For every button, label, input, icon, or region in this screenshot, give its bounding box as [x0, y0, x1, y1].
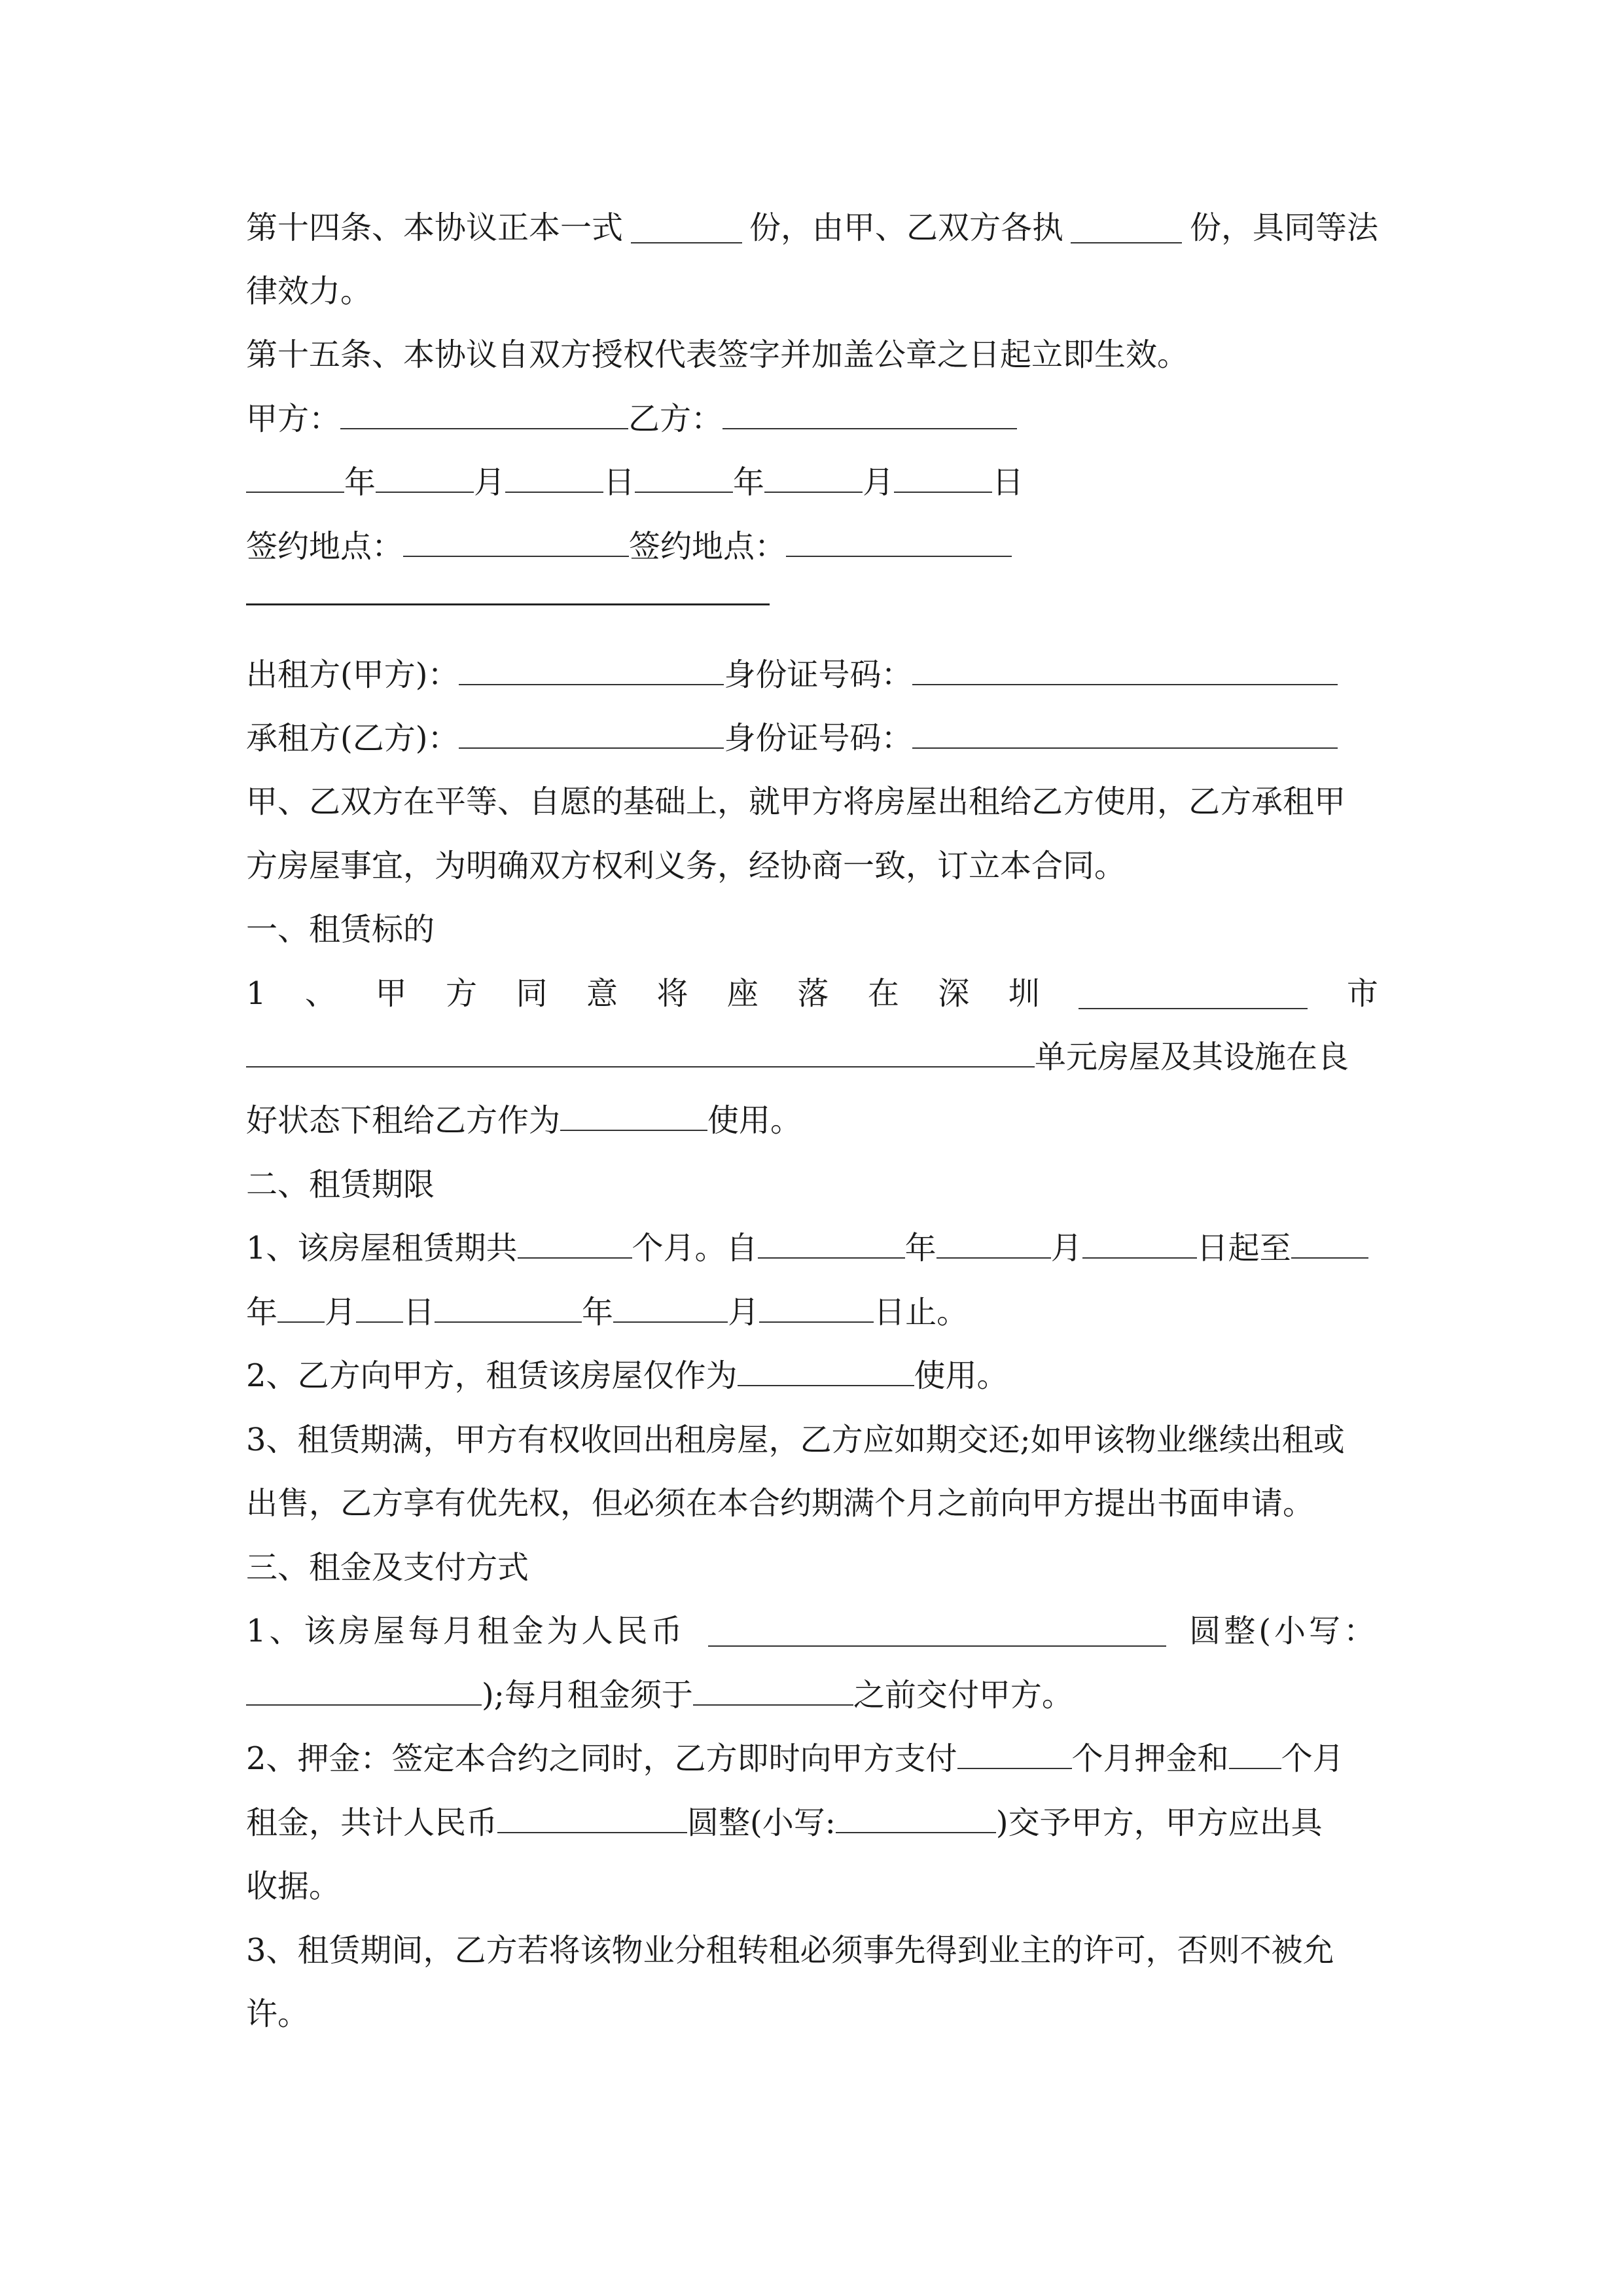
deposit-text-c: 个月 [1281, 1740, 1344, 1777]
date-a-month-blank[interactable] [376, 461, 474, 493]
item-1-char: 落 [797, 975, 829, 1012]
section-divider [246, 603, 770, 605]
rent-line-1 [246, 1605, 1378, 1657]
usage-blank[interactable] [560, 1100, 707, 1131]
end2-month-label: 月 [728, 1294, 760, 1331]
party-b-label: 乙方： [628, 401, 723, 437]
location-a-label: 签约地点： [246, 528, 404, 565]
lessor-name-blank[interactable] [459, 654, 724, 685]
deposit-total-blank[interactable] [497, 1802, 687, 1833]
lessor-id-blank[interactable] [912, 654, 1338, 685]
item-1-char: 1 [246, 975, 266, 1012]
end-day-blank[interactable] [356, 1291, 403, 1323]
copies-each-blank[interactable] [1071, 212, 1182, 243]
sublet-line-2: 许。 [246, 1996, 310, 2032]
item-1-line-1 [246, 967, 1378, 1020]
district-blank[interactable] [1079, 978, 1308, 1009]
term-line-1 [246, 1222, 1378, 1274]
item-1-char: 将 [656, 975, 688, 1012]
lessor-id-label: 身份证号码： [724, 656, 913, 693]
party-a-label: 甲方： [246, 401, 341, 437]
sublet-line-1: 3、租赁期间，乙方若将该物业分租转租必须事先得到业主的许可，否则不被允 [246, 1932, 1334, 1969]
rent-due-text: );每月租金须于 [482, 1677, 693, 1713]
term-line-3 [246, 1350, 1378, 1402]
item-1-char: 在 [867, 975, 899, 1012]
city-label: 市 [1346, 975, 1378, 1012]
address-blank[interactable] [246, 1036, 1035, 1067]
location-a-blank[interactable] [403, 526, 629, 557]
item-1-line-2-text: 单元房屋及其设施在良 [1035, 1039, 1349, 1075]
end2-month-blank[interactable] [613, 1291, 728, 1323]
purpose-suffix: 使用。 [914, 1357, 1008, 1394]
deposit-line-3: 收据。 [246, 1868, 341, 1905]
item-1-char: 圳 [1008, 975, 1040, 1012]
rent-lowercase-blank[interactable] [246, 1674, 482, 1706]
lessee-id-blank[interactable] [912, 717, 1338, 749]
start-day-blank[interactable] [1082, 1227, 1197, 1259]
party-b-blank[interactable] [722, 398, 1017, 429]
deposit-text-suffix: )交予甲方，甲方应出具 [995, 1804, 1323, 1841]
clause-14-line-2: 律效力。 [246, 273, 372, 310]
term-text-a: 1、该房屋租赁期共 [246, 1230, 518, 1266]
section-1-heading: 一、租赁标的 [246, 911, 435, 948]
end-day-label: 日 [403, 1294, 435, 1331]
deposit-text-a: 2、押金：签定本合约之同时，乙方即时向甲方支付 [246, 1740, 957, 1777]
start-month-blank[interactable] [936, 1227, 1051, 1259]
item-1-char: 方 [445, 975, 477, 1012]
end2-year-label: 年 [582, 1294, 614, 1331]
item-1-line-3 [246, 1094, 1378, 1147]
term-months-blank[interactable] [518, 1227, 632, 1259]
start-day-label: 日起至 [1196, 1230, 1291, 1266]
end2-year-blank[interactable] [435, 1291, 582, 1323]
party-a-blank[interactable] [340, 398, 628, 429]
rent-amount-blank[interactable] [708, 1615, 1166, 1647]
deposit-months-blank[interactable] [957, 1738, 1072, 1769]
end-month-label: 月 [325, 1294, 357, 1331]
item-1-line-2 [246, 1031, 1378, 1083]
rent-label: 1、该房屋每月租金为人民币 [246, 1613, 686, 1649]
date-a-year-blank[interactable] [246, 461, 344, 493]
end-year-lead-blank[interactable] [1291, 1227, 1368, 1259]
lessee-id-label: 身份证号码： [724, 720, 913, 757]
purpose-label: 2、乙方向甲方，租赁该房屋仅作为 [246, 1357, 738, 1394]
rent-due-blank[interactable] [693, 1674, 853, 1706]
deposit-uppercase-label: 圆整(小写: [687, 1804, 836, 1841]
section-2-heading: 二、租赁期限 [246, 1166, 435, 1203]
term-text-b: 个月。自 [632, 1230, 758, 1266]
clause-15-line: 第十五条、本协议自双方授权代表签字并加盖公章之日起立即生效。 [246, 336, 1189, 373]
rent-due-suffix: 之前交付甲方。 [853, 1677, 1073, 1713]
usage-suffix: 使用。 [707, 1102, 802, 1139]
item-1-char: 深 [938, 975, 970, 1012]
renewal-line-1: 3、租赁期满，甲方有权收回出租房屋，乙方应如期交还;如甲该物业继续出租或 [246, 1422, 1345, 1458]
start-year-label: 年 [904, 1230, 936, 1266]
start-month-label: 月 [1050, 1230, 1082, 1266]
item-1-char: 同 [516, 975, 548, 1012]
lessor-line [246, 649, 1378, 701]
end2-day-blank[interactable] [759, 1291, 874, 1323]
clause-14-text-b: 份，由甲、乙双方各执 [749, 209, 1063, 246]
item-1-char: 意 [586, 975, 618, 1012]
lessee-name-blank[interactable] [459, 717, 724, 749]
lessee-label: 承租方(乙方)： [246, 720, 459, 757]
deposit-line-2 [246, 1797, 1378, 1849]
deposit-total-label: 租金，共计人民币 [246, 1804, 498, 1841]
clause-14-line-1 [246, 202, 1378, 254]
sign-location-line [246, 520, 1378, 573]
item-1-char: 、 [305, 975, 337, 1012]
item-1-char: 座 [726, 975, 758, 1012]
item-1-char: 甲 [375, 975, 407, 1012]
date-a-year-label: 年 [344, 464, 376, 501]
date-b-year-blank[interactable] [635, 461, 733, 493]
clause-14-text-c: 份，具同等法 [1189, 209, 1378, 246]
rent-uppercase-label: 圆整(小写： [1189, 1613, 1378, 1649]
start-year-blank[interactable] [758, 1227, 905, 1259]
rent-line-2 [246, 1669, 1378, 1721]
term-line-2 [246, 1286, 1378, 1338]
preamble-line-1: 甲、乙双方在平等、自愿的基础上，就甲方将房屋出租给乙方使用，乙方承租甲 [246, 783, 1346, 820]
party-names-line [246, 393, 1378, 445]
renewal-line-2: 出售，乙方享有优先权，但必须在本合约期满个月之前向甲方提出书面申请。 [246, 1485, 1315, 1522]
date-a-day-blank[interactable] [505, 461, 603, 493]
sign-date-line [246, 456, 1378, 509]
deposit-line-1 [246, 1732, 1378, 1785]
date-b-month-blank[interactable] [764, 461, 863, 493]
lessor-label: 出租方(甲方)： [246, 656, 459, 693]
location-b-label: 签约地点： [629, 528, 787, 565]
usage-label: 好状态下租给乙方作为 [246, 1102, 561, 1139]
advance-months-blank[interactable] [1229, 1738, 1281, 1769]
end-month-blank[interactable] [277, 1291, 325, 1323]
end-year-label: 年 [246, 1294, 278, 1331]
date-b-day-blank[interactable] [894, 461, 992, 493]
section-3-heading: 三、租金及支付方式 [246, 1549, 529, 1586]
end2-day-label: 日止。 [874, 1294, 969, 1331]
date-b-year-label: 年 [733, 464, 765, 501]
deposit-text-b: 个月押金和 [1071, 1740, 1229, 1777]
date-a-month-label: 月 [474, 464, 506, 501]
location-b-blank[interactable] [786, 526, 1012, 557]
deposit-lowercase-blank[interactable] [836, 1802, 996, 1833]
clause-14-text-a: 第十四条、本协议正本一式 [246, 209, 624, 246]
date-a-day-label: 日 [603, 464, 635, 501]
date-b-day-label: 日 [992, 464, 1024, 501]
copies-total-blank[interactable] [631, 212, 742, 243]
preamble-line-2: 方房屋事宜，为明确双方权利义务，经协商一致，订立本合同。 [246, 848, 1126, 884]
purpose-blank[interactable] [738, 1355, 914, 1386]
date-b-month-label: 月 [863, 464, 895, 501]
lessee-line [246, 712, 1378, 764]
